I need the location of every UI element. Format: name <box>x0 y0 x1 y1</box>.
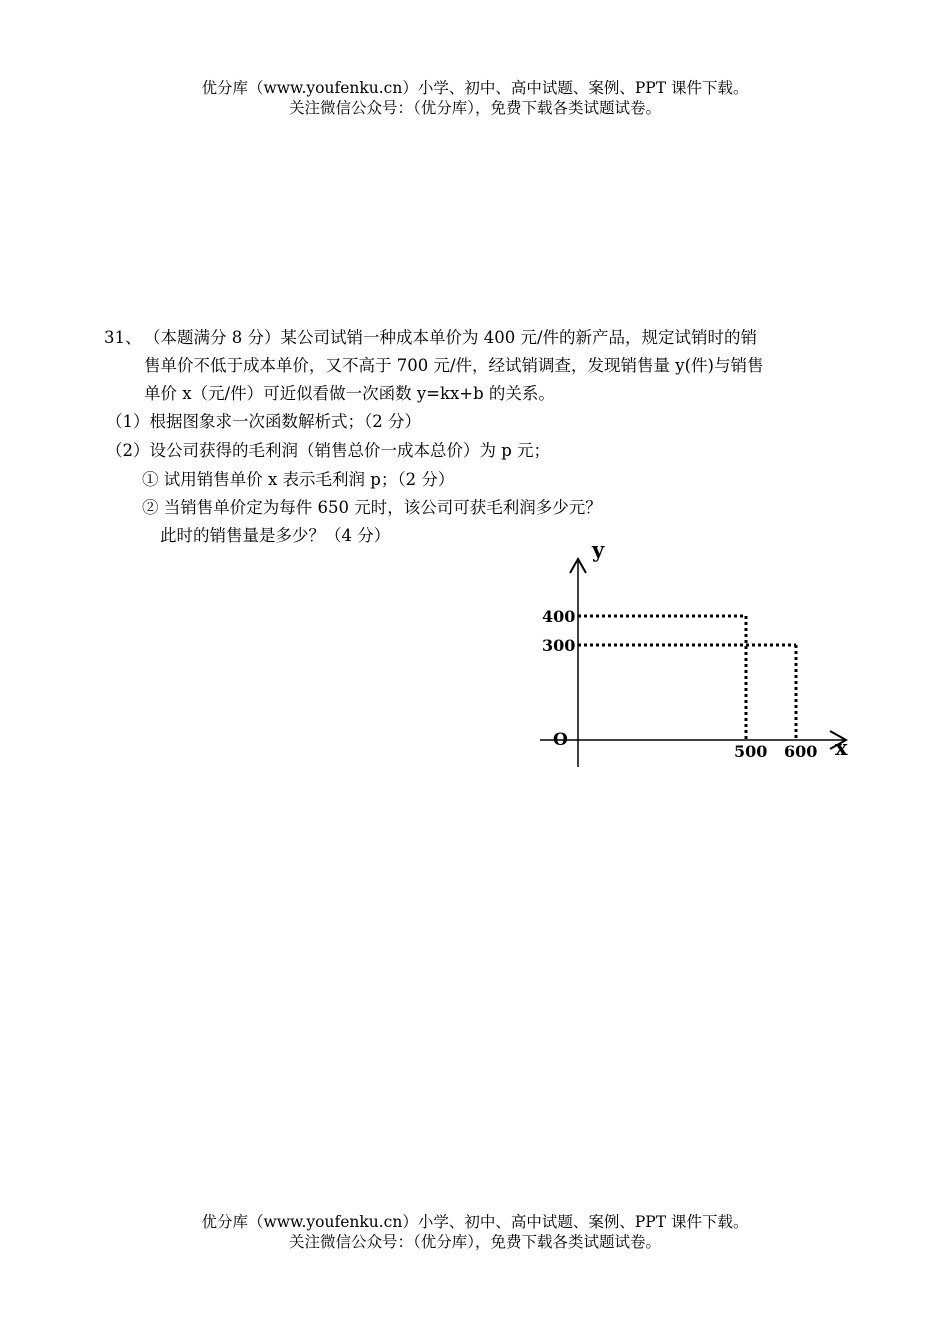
question-number: 31、 <box>104 328 142 347</box>
y-axis-label: y <box>592 537 605 562</box>
question-stem-line-1: （本题满分 8 分）某公司试销一种成本单价为 400 元/件的新产品，规定试销时的销 <box>144 328 758 347</box>
y-tick-label: 300 <box>542 636 576 655</box>
question-part-1: （1）根据图象求一次函数解析式；（2 分） <box>106 412 421 431</box>
page-footer <box>0 1212 950 1252</box>
question-part-2-sub-1: ① 试用销售单价 x 表示毛利润 p；（2 分） <box>142 470 455 489</box>
x-tick-label: 600 <box>784 742 818 761</box>
x-axis-label: x <box>835 735 848 760</box>
footer-line-2: 关注微信公众号：（优分库），免费下载各类试题试卷。 <box>288 1233 661 1251</box>
origin-label: O <box>553 730 568 750</box>
footer-line-1: 优分库（www.youfenku.cn）小学、初中、高中试题、案例、PPT 课件下载。 <box>201 1213 749 1231</box>
header-line-2: 关注微信公众号：（优分库），免费下载各类试题试卷。 <box>288 99 661 117</box>
question-part-2: （2）设公司获得的毛利润（销售总价一成本总价）为 p 元； <box>106 441 551 460</box>
question-stem-line-2: 售单价不低于成本单价，又不高于 700 元/件，经试销调查，发现销售量 y(件)与销售 <box>144 356 764 375</box>
y-tick-label: 400 <box>542 607 576 626</box>
x-tick-label: 500 <box>734 742 768 761</box>
question-part-2-sub-3: 此时的销售量是多少？（4 分） <box>160 526 391 545</box>
function-graph <box>530 535 860 775</box>
header-line-1: 优分库（www.youfenku.cn）小学、初中、高中试题、案例、PPT 课件下载。 <box>201 79 749 97</box>
question-part-2-sub-2: ② 当销售单价定为每件 650 元时，该公司可获毛利润多少元？ <box>142 498 602 517</box>
question-stem-line-3: 单价 x（元/件）可近似看做一次函数 y=kx+b 的关系。 <box>144 384 555 403</box>
page-header <box>0 78 950 118</box>
